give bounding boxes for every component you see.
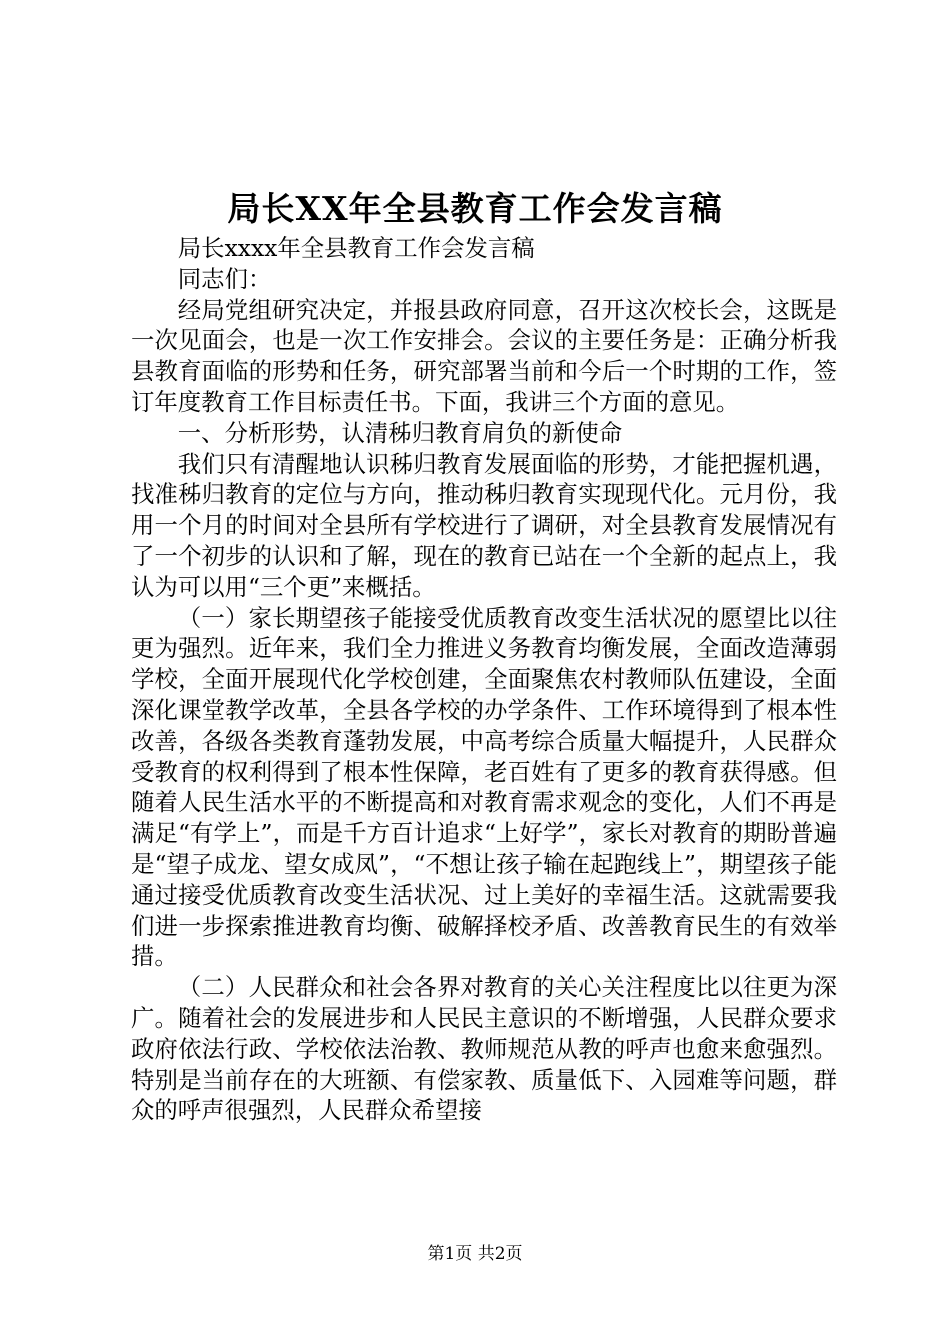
paragraph-situation: 我们只有清醒地认识秭归教育发展面临的形势，才能把握机遇，找准秭归教育的定位与方向，推动秭归教育实现现代化。元月份，我用一个月的时间对全县所有学校进行了调研，对全县教育发展情况有了一个初步的认识和了解，现在的教育已站在一个全新的起点上，我认为可以用“三个更”来概括。 bbox=[131, 449, 837, 601]
paragraph-subtitle: 局长xxxx年全县教育工作会发言稿 bbox=[177, 234, 535, 262]
paragraph-salutation: 同志们： bbox=[177, 264, 272, 293]
section-heading-1: 一、分析形势，认清秭归教育肩负的新使命 bbox=[177, 418, 623, 447]
paragraph-point-2: （二）人民群众和社会各界对教育的关心关注程度比以往更为深广。随着社会的发展进步和人民民主意识的不断增强，人民群众要求政府依法行政、学校依法治教、教师规范从教的呼声也愈来愈强烈。特别是当前存在的大班额、有偿家教、质量低下、入园难等问题，群众的呼声很强烈，人民群众希望接 bbox=[131, 973, 837, 1125]
document-title: 局长XX年全县教育工作会发言稿 bbox=[227, 189, 723, 228]
paragraph-point-1: （一）家长期望孩子能接受优质教育改变生活状况的愿望比以往更为强烈。近年来，我们全力推进义务教育均衡发展，全面改造薄弱学校，全面开展现代化学校创建，全面聚焦农村教师队伍建设，全面深化课堂教学改革，全县各学校的办学条件、工作环境得到了根本性改善，各级各类教育蓬勃发展，中高考综合质量大幅提升，人民群众受教育的权利得到了根本性保障，老百姓有了更多的教育获得感。但随着人民生活水平的不断提高和对教育需求观念的变化，人们不再是满足“有学上”，而是千方百计追求“上好学”，家长对教育的期盼普遍是“望子成龙、望女成凤”，“不想让孩子输在起跑线上”，期望孩子能通过接受优质教育改变生活状况、过上美好的幸福生活。这就需要我们进一步探索推进教育均衡、破解择校矛盾、改善教育民生的有效举措。 bbox=[131, 603, 837, 971]
page-number: 第1页 共2页 bbox=[427, 1244, 523, 1264]
document-body bbox=[131, 233, 837, 1126]
paragraph-intro: 经局党组研究决定，并报县政府同意，召开这次校长会，这既是一次见面会，也是一次工作安排会。会议的主要任务是：正确分析我县教育面临的形势和任务，研究部署当前和今后一个时期的工作，签订年度教育工作目标责任书。下面，我讲三个方面的意见。 bbox=[131, 295, 837, 416]
